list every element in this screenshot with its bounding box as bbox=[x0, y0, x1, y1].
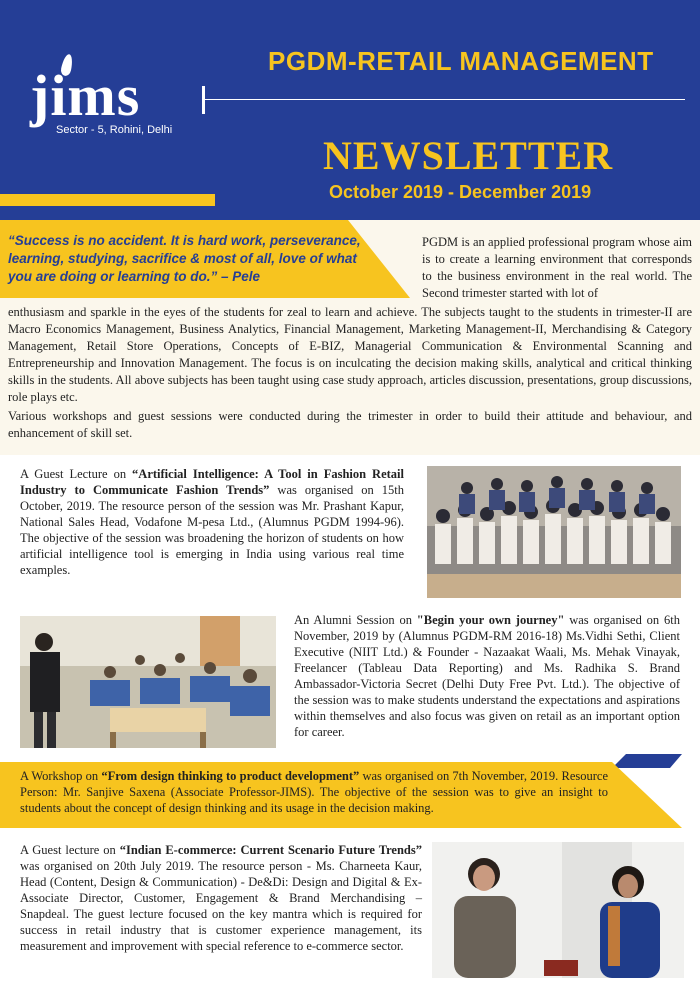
article-body: was organised on 7th November, 2019. Resource Person: Mr. Sanjive Saxena (Associate Professor-JIMS). The objective of the session was to give an insight to students about the concept of design thinking and its usage in the decision making. bbox=[20, 769, 608, 815]
article-title: “Artificial Intelligence: A Tool in Fashion Retail Industry to Communicate Fashion Trends” bbox=[20, 467, 404, 497]
classroom-illustration bbox=[20, 616, 276, 748]
article-body: was organised on 15th October, 2019. The resource person of the session was Mr. Prashant Kapur, National Sales Head, Vodafone M-pesa Ltd., (Alumnus PGDM 1994-96). The objective of the session was broadening the horizon of students on how artificial intelligence tool is emerging in India using various real time examples. bbox=[20, 483, 404, 577]
article-ai-lecture bbox=[20, 466, 404, 578]
article-prefix: A Guest lecture on bbox=[20, 843, 120, 857]
article-workshop bbox=[20, 768, 608, 816]
article-prefix: A Workshop on bbox=[20, 769, 102, 783]
photo-classroom-session bbox=[20, 616, 276, 748]
accent-stripe-gold bbox=[0, 194, 215, 206]
newsletter-period: October 2019 - December 2019 bbox=[329, 182, 592, 202]
article-body: was organised on 6th November, 2019 by (Alumnus PGDM-RM 2016-18) Ms.Vidhi Sethi, Client Executive (NIIT Ltd.) & Founder - Nazaakat Waali, Ms. Mehak Vinayak, Freelancer (Tableau Data Reporting) and Ms. Radhika S. Brand Ambassador-Victoria Secret (Delhi Duty Free Pvt. Ltd.). The objective of the session was to make students understand the expectations and aspirations within themselves and also focus was given on retail as an important option for career. bbox=[294, 613, 680, 739]
pele-quote: “Success is no accident. It is hard work, perseverance, learning, studying, sacrifice & most of all, love of what you are doing or learning to do.” – Pele bbox=[8, 233, 361, 284]
felicitation-illustration bbox=[432, 842, 684, 978]
article-title: “Indian E-commerce: Current Scenario Future Trends” bbox=[119, 843, 422, 857]
header-divider-line bbox=[205, 99, 685, 100]
photo-group-students bbox=[427, 466, 681, 598]
article-body: was organised on 20th July 2019. The resource person - Ms. Charneeta Kaur, Head (Content, Design & Communication) - De&Di: Design and Digital & Ex-Associate Director, Customer, Engagement & Brand Merchandising – Snapdeal. The guest lecture focused on the key mantra which is required for success in retail industry that is customer experience management, its measurement and improvement with special reference to e-commerce sector. bbox=[20, 859, 422, 953]
program-title: PGDM-RETAIL MANAGEMENT bbox=[268, 46, 654, 76]
logo-subtitle: Sector - 5, Rohini, Delhi bbox=[56, 124, 173, 136]
article-title: “From design thinking to product development” bbox=[101, 769, 360, 783]
jims-logo bbox=[28, 52, 188, 142]
newsletter-title: NEWSLETTER bbox=[323, 133, 614, 178]
workshop-accent-stripe bbox=[612, 754, 682, 768]
header-divider-vertical bbox=[202, 86, 205, 114]
accent-stripe-navy bbox=[0, 206, 225, 220]
group-photo-illustration bbox=[427, 466, 681, 598]
intro-paragraph-start: PGDM is an applied professional program whose aim is to create a learning environment that corresponds to the business environment in the real world. The Second trimester started with lot of bbox=[422, 235, 692, 300]
logo-wordmark: jims bbox=[30, 63, 141, 128]
intro-paragraph-workshops: Various workshops and guest sessions were conducted during the trimester in order to build their attitude and behaviour, and enhancement of skill set. bbox=[8, 409, 692, 440]
article-title: "Begin your own journey" bbox=[416, 613, 565, 627]
article-alumni-session bbox=[294, 612, 680, 740]
intro-paragraph-continued: enthusiasm and sparkle in the eyes of the students for zeal to learn and achieve. The subjects taught to the students in trimester-II are Macro Economics Management, Business Analytics, Financial Management, Marketing Management-II, Merchandising & Category Management, Retail Store Operations, Concepts of E-BIZ, Managerial Communication & Environmental Scanning and Entrepreneurship and Innovation Management. The focus is on inculcating the decision making skills, analytical and critical thinking skills in the students. All above subjects has been taught using case study approach, articles discussion, presentations, group discussions, role plays etc. bbox=[8, 305, 692, 404]
photo-speaker-felicitation bbox=[432, 842, 684, 978]
article-prefix: An Alumni Session on bbox=[294, 613, 417, 627]
article-ecommerce-lecture bbox=[20, 842, 422, 954]
article-prefix: A Guest Lecture on bbox=[20, 467, 133, 481]
